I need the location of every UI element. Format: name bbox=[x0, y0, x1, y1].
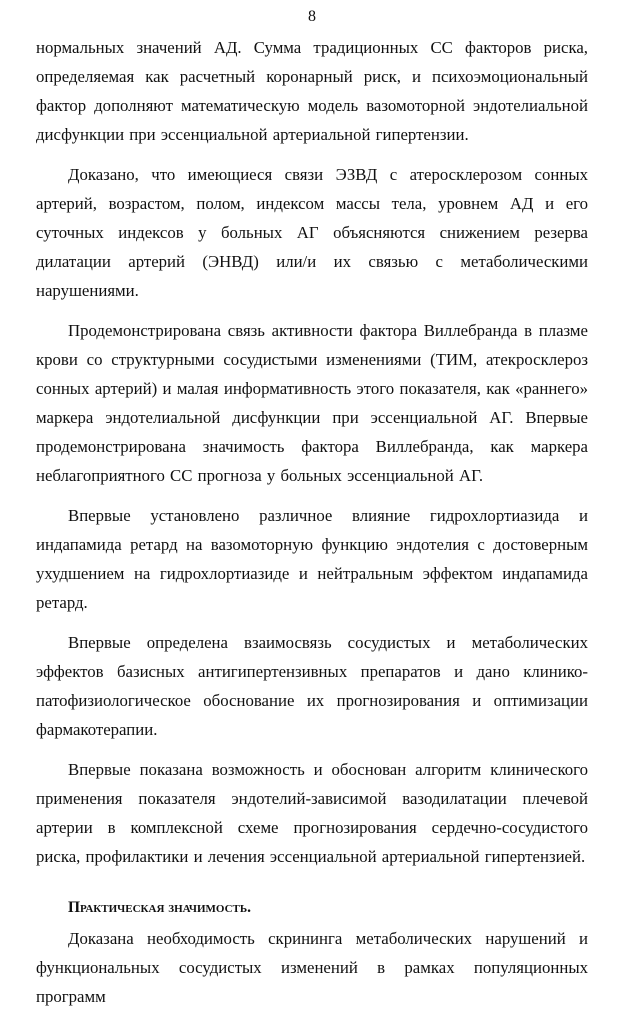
page-number: 8 bbox=[308, 8, 316, 25]
paragraph-vascular-metabolic-effects: Впервые определена взаимосвязь сосудистых и метаболических эффектов базисных антигипертензивных препаратов и дано клинико-патофизиологическое обоснование их прогнозирования и оптимизации фармакотерапии. bbox=[36, 633, 588, 739]
paragraph-algorithm: Впервые показана возможность и обоснован алгоритм клинического применения показателя эндотелий-зависимой вазодилатации плечевой артерии в комплексной схеме прогнозирования сердечно-сосудистого риска, профилактики и лечения эссенциальной артериальной гипертензией. bbox=[36, 760, 588, 866]
paragraph-willebrand-factor: Продемонстрирована связь активности фактора Виллебранда в плазме крови со структурными сосудистыми изменениями (ТИМ, атекросклероз сонных артерий) и малая информативность этого показателя, как «раннего» маркера эндотелиальной дисфункции при эссенциальной АГ. Впервые продемонстрирована значимость фактора Виллебранда, как маркера неблагоприятного СС прогноза у больных эссенциальной АГ. bbox=[36, 321, 588, 485]
paragraph-practical-significance: Доказана необходимость скрининга метаболических нарушений и функциональных сосудистых изменений в рамках популяционных программ bbox=[36, 929, 588, 1006]
paragraph-hydrochlorothiazide-indapamide: Впервые установлено различное влияние гидрохлортиазида и индапамида ретард на вазомоторную функцию эндотелия с достоверным ухудшением на гидрохлортиазиде и нейтральным эффектом индапамида ретард. bbox=[36, 506, 588, 612]
section-heading-practical-significance: Практическая значимость. bbox=[68, 899, 252, 916]
paragraph-evzd-associations: Доказано, что имеющиеся связи ЭЗВД с атеросклерозом сонных артерий, возрастом, полом, индексом массы тела, уровнем АД и его суточных индексов у больных АГ объясняются снижением резерва дилатации артерий (ЭНВД) или/и их связью с метаболическими нарушениями. bbox=[36, 165, 588, 300]
paragraph-continuation: нормальных значений АД. Сумма традиционных СС факторов риска, определяемая как расчетный коронарный риск, и психоэмоциональный фактор дополняют математическую модель вазомоторной эндотелиальной дисфункции при эссенциальной артериальной гипертензии. bbox=[36, 38, 588, 144]
body-text bbox=[36, 33, 588, 1022]
